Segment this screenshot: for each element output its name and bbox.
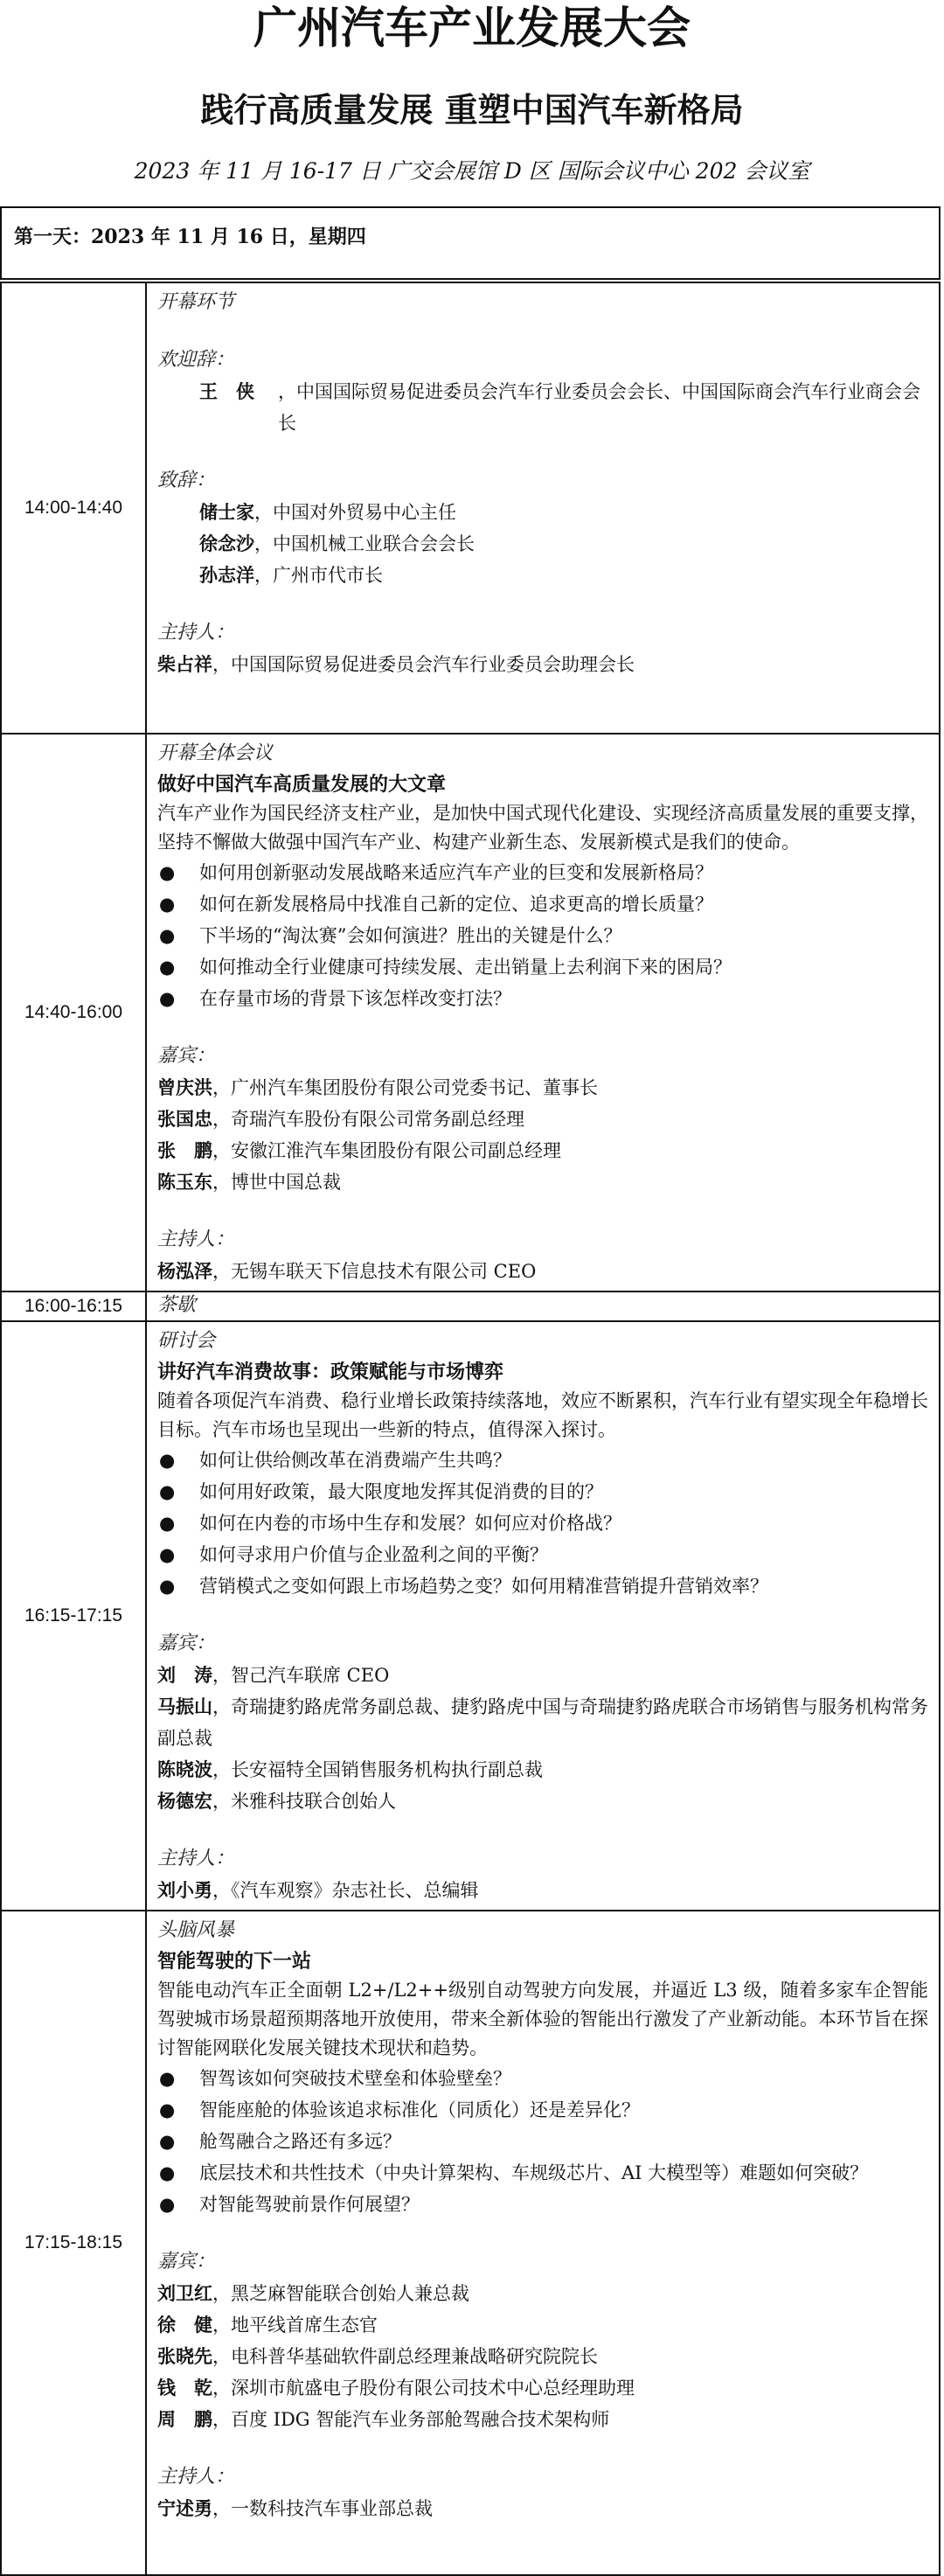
- bullet-icon: ●: [159, 1544, 176, 1565]
- speech-speaker: [157, 528, 928, 560]
- separator: ，: [254, 565, 273, 586]
- person-name: 刘卫红: [157, 2282, 212, 2304]
- bullet-icon: ●: [159, 2068, 176, 2089]
- list-item: [157, 1539, 928, 1570]
- host-label: 主持人：: [157, 1848, 235, 1869]
- day-label: 第一天：2023 年 11 月 16 日，星期四: [14, 226, 366, 248]
- question-text: 营销模式之变如何跟上市场趋势之变？如何用精准营销提升营销效率？: [199, 1576, 768, 1597]
- bullet-icon: ●: [159, 988, 176, 1009]
- list-item: [157, 1476, 928, 1507]
- session-row: [1, 1291, 940, 1321]
- person-title: 中国机械工业联合会会长: [273, 533, 475, 554]
- question-text: 如何寻求用户价值与企业盈利之间的平衡？: [199, 1544, 548, 1565]
- person-name: 钱 乾: [157, 2377, 212, 2398]
- person-title: 奇瑞捷豹路虎常务副总裁、捷豹路虎中国与奇瑞捷豹路虎联合市场销售与服务机构常务副总裁: [157, 1696, 928, 1749]
- session-time: 14:40-16:00: [1, 734, 146, 1291]
- person-name: 储士家: [199, 501, 254, 523]
- person-title: 中国国际贸易促进委员会汽车行业委员会助理会长: [231, 654, 635, 675]
- question-list: [157, 857, 928, 1014]
- person-name: 陈晓波: [157, 1758, 212, 1780]
- person-name: 徐 健: [157, 2314, 212, 2336]
- speech-label: 致辞：: [157, 470, 216, 491]
- venue-line: 2023 年 11 月 16-17 日 广交会展馆 D 区 国际会议中心 202 会议室: [134, 158, 810, 184]
- list-item: [157, 2063, 928, 2094]
- person-name: 刘 涛: [157, 1664, 212, 1686]
- guest: [157, 1104, 928, 1135]
- list-item: [157, 2126, 928, 2157]
- question-text: 底层技术和共性技术（中央计算架构、车规级芯片、AI 大模型等）难题如何突破？: [199, 2162, 869, 2183]
- list-item: [157, 2094, 928, 2126]
- guest-label: 嘉宾：: [157, 1045, 216, 1067]
- person-title: 一数科技汽车事业部总裁: [231, 2498, 433, 2519]
- person-title: 米雅科技联合创始人: [231, 1791, 396, 1812]
- day-header: [0, 206, 941, 280]
- person-name: 王 侠: [199, 380, 254, 402]
- guest: [157, 1166, 928, 1198]
- separator: ，: [212, 1696, 231, 1717]
- separator: ，: [212, 1109, 231, 1130]
- person-name: 孙志洋: [199, 564, 254, 586]
- person-title: 地平线首席生态官: [231, 2315, 378, 2336]
- person-name: 曾庆洪: [157, 1076, 212, 1098]
- host: [157, 1875, 928, 1906]
- separator: ，: [212, 2378, 231, 2398]
- separator: ，: [254, 502, 273, 523]
- guest: [157, 1135, 928, 1166]
- question-text: 在存量市场的背景下该怎样改变打法？: [199, 988, 511, 1009]
- person-title: 无锡车联天下信息技术有限公司 CEO: [231, 1261, 537, 1282]
- person-title: 中国国际贸易促进委员会汽车行业委员会会长、中国国际商会汽车行业商会会长: [278, 381, 920, 434]
- person-name: 宁述勇: [157, 2497, 212, 2519]
- person-title: 长安福特全国销售服务机构执行副总裁: [231, 1759, 543, 1780]
- page-title: 广州汽车产业发展大会: [253, 2, 691, 53]
- question-list: [157, 1445, 928, 1602]
- host-label: 主持人：: [157, 1229, 235, 1250]
- separator: ，: [212, 2315, 231, 2336]
- guest-label: 嘉宾：: [157, 1633, 216, 1654]
- person-title: 广州市代市长: [273, 565, 383, 586]
- separator: ，: [278, 381, 296, 402]
- bullet-icon: ●: [159, 2099, 176, 2120]
- page-subtitle: 践行高质量发展 重塑中国汽车新格局: [200, 90, 744, 129]
- session-time: 14:00-14:40: [1, 282, 146, 734]
- person-title: 百度 IDG 智能汽车业务部舱驾融合技术架构师: [231, 2409, 610, 2430]
- person-title: 《汽车观察》杂志社长、总编辑: [231, 1880, 479, 1901]
- host-label: 主持人：: [157, 2466, 235, 2488]
- person-title: 奇瑞汽车股份有限公司常务副总经理: [231, 1109, 524, 1130]
- host: [157, 2493, 928, 2524]
- person-title: 博世中国总裁: [231, 1172, 341, 1193]
- separator: ，: [212, 2283, 231, 2304]
- session-time: 17:15-18:15: [1, 1911, 146, 2575]
- person-name: 柴占祥: [157, 653, 212, 675]
- separator: ，: [212, 2409, 231, 2430]
- separator: ，: [212, 2346, 231, 2367]
- bullet-icon: ●: [159, 925, 176, 946]
- bullet-icon: ●: [159, 2194, 176, 2215]
- speech-speaker: [157, 560, 928, 591]
- bullet-icon: ●: [159, 1576, 176, 1597]
- person-title: 黑芝麻智能联合创始人兼总裁: [231, 2283, 469, 2304]
- session-row: [1, 1911, 940, 2575]
- separator: ，: [212, 654, 231, 675]
- guest: [157, 1754, 928, 1786]
- host: [157, 649, 928, 680]
- guest: [157, 1691, 928, 1754]
- session-row: [1, 1321, 940, 1911]
- schedule-table: [0, 282, 941, 2576]
- question-list: [157, 2063, 928, 2220]
- bullet-icon: ●: [159, 2131, 176, 2152]
- bullet-icon: ●: [159, 957, 176, 978]
- person-name: 张晓先: [157, 2345, 212, 2367]
- bullet-icon: ●: [159, 862, 176, 883]
- session-topic: 智能驾驶的下一站: [157, 1950, 312, 1973]
- question-text: 如何推动全行业健康可持续发展、走出销量上去利润下来的困局？: [199, 957, 732, 978]
- list-item: [157, 2157, 928, 2189]
- separator: ，: [212, 1880, 231, 1901]
- person-title: 安徽江淮汽车集团股份有限公司副总经理: [231, 1140, 561, 1161]
- session-type: 开幕全体会议: [157, 742, 274, 764]
- list-item: [157, 1445, 928, 1476]
- session-content: [146, 1911, 940, 2575]
- bullet-icon: ●: [159, 2162, 176, 2183]
- separator: ，: [254, 533, 273, 554]
- person-title: 中国对外贸易中心主任: [273, 502, 456, 523]
- question-text: 对智能驾驶前景作何展望？: [199, 2194, 420, 2215]
- session-content: [146, 1321, 940, 1911]
- person-name: 杨泓泽: [157, 1260, 212, 1282]
- list-item: [157, 983, 928, 1014]
- session-intro: 汽车产业作为国民经济支柱产业，是加快中国式现代化建设、实现经济高质量发展的重要支撑，坚持不懈做大做强中国汽车产业、构建产业新生态、发展新模式是我们的使命。: [157, 803, 928, 853]
- session-time: 16:00-16:15: [1, 1291, 146, 1321]
- host-label: 主持人：: [157, 622, 235, 644]
- question-text: 如何用创新驱动发展战略来适应汽车产业的巨变和发展新格局？: [199, 862, 713, 883]
- guest: [157, 2309, 928, 2341]
- bullet-icon: ●: [159, 1513, 176, 1534]
- person-title: 智己汽车联席 CEO: [231, 1665, 390, 1686]
- separator: ，: [212, 1665, 231, 1686]
- session-intro: 随着各项促汽车消费、稳行业增长政策持续落地，效应不断累积，汽车行业有望实现全年稳增长目标。汽车市场也呈现出一些新的特点，值得深入探讨。: [157, 1390, 928, 1440]
- host: [157, 1256, 928, 1287]
- person-name: 杨德宏: [157, 1790, 212, 1812]
- list-item: [157, 2189, 928, 2220]
- speech-speaker: [157, 497, 928, 528]
- person-name: 周 鹏: [157, 2408, 212, 2430]
- person-name: 刘小勇: [157, 1879, 212, 1901]
- person-title: 广州汽车集团股份有限公司党委书记、董事长: [231, 1077, 598, 1098]
- person-name: 陈玉东: [157, 1171, 212, 1193]
- session-topic: 讲好汽车消费故事：政策赋能与市场博弈: [157, 1361, 504, 1383]
- guest: [157, 1072, 928, 1104]
- question-text: 如何在内卷的市场中生存和发展？如何应对价格战？: [199, 1513, 621, 1534]
- list-item: [157, 888, 928, 920]
- session-time: 16:15-17:15: [1, 1321, 146, 1911]
- person-name: 张国忠: [157, 1108, 212, 1130]
- question-text: 下半场的“淘汰赛”会如何演进？胜出的关键是什么？: [199, 925, 622, 946]
- list-item: [157, 951, 928, 983]
- question-text: 舱驾融合之路还有多远？: [199, 2131, 401, 2152]
- question-text: 如何用好政策，最大限度地发挥其促消费的目的？: [199, 1481, 603, 1502]
- person-name: 马振山: [157, 1695, 212, 1717]
- question-text: 智驾该如何突破技术壁垒和体验壁垒？: [199, 2068, 511, 2089]
- guest: [157, 2372, 928, 2404]
- session-topic: 做好中国汽车高质量发展的大文章: [157, 773, 447, 796]
- separator: ，: [212, 1172, 231, 1193]
- person-name: 徐念沙: [199, 533, 254, 554]
- bullet-icon: ●: [159, 1450, 176, 1471]
- guest: [157, 2278, 928, 2309]
- session-content: [146, 734, 940, 1291]
- separator: ，: [212, 1791, 231, 1812]
- separator: ，: [212, 1140, 231, 1161]
- guest: [157, 2341, 928, 2372]
- list-item: [157, 920, 928, 951]
- question-text: 如何在新发展格局中找准自己新的定位、追求更高的增长质量？: [199, 894, 713, 915]
- list-item: [157, 1570, 928, 1602]
- bullet-icon: ●: [159, 894, 176, 915]
- separator: ，: [212, 1077, 231, 1098]
- session-type: 开幕环节: [157, 291, 235, 313]
- separator: ，: [212, 2498, 231, 2519]
- session-row: [1, 734, 940, 1291]
- list-item: [157, 857, 928, 888]
- session-content: [146, 1291, 940, 1321]
- separator: ，: [212, 1759, 231, 1780]
- guest: [157, 2404, 928, 2435]
- bullet-icon: ●: [159, 1481, 176, 1502]
- welcome-speaker: [157, 376, 928, 439]
- person-title: 深圳市航盛电子股份有限公司技术中心总经理助理: [231, 2378, 635, 2398]
- session-type: 研讨会: [157, 1330, 216, 1352]
- session-intro: 智能电动汽车正全面朝 L2+/L2++级别自动驾驶方向发展，并逼近 L3 级，随着多家车企智能驾驶城市场景超预期落地开放使用，带来全新体验的智能出行激发了产业新动能。本环节旨在探讨智能网联化发展关键技术现状和趋势。: [157, 1980, 928, 2058]
- person-name: 张 鹏: [157, 1139, 212, 1161]
- guest: [157, 1660, 928, 1691]
- guest: [157, 1786, 928, 1817]
- session-type: 茶歇: [157, 1294, 197, 1316]
- session-content: [146, 282, 940, 734]
- session-type: 头脑风暴: [157, 1919, 235, 1941]
- welcome-label: 欢迎辞：: [157, 349, 235, 371]
- separator: ，: [212, 1261, 231, 1282]
- session-row: [1, 282, 940, 734]
- question-text: 如何让供给侧改革在消费端产生共鸣？: [199, 1450, 511, 1471]
- person-title: 电科普华基础软件副总经理兼战略研究院院长: [231, 2346, 598, 2367]
- list-item: [157, 1507, 928, 1539]
- question-text: 智能座舱的体验该追求标准化（同质化）还是差异化？: [199, 2099, 640, 2120]
- guest-label: 嘉宾：: [157, 2251, 216, 2273]
